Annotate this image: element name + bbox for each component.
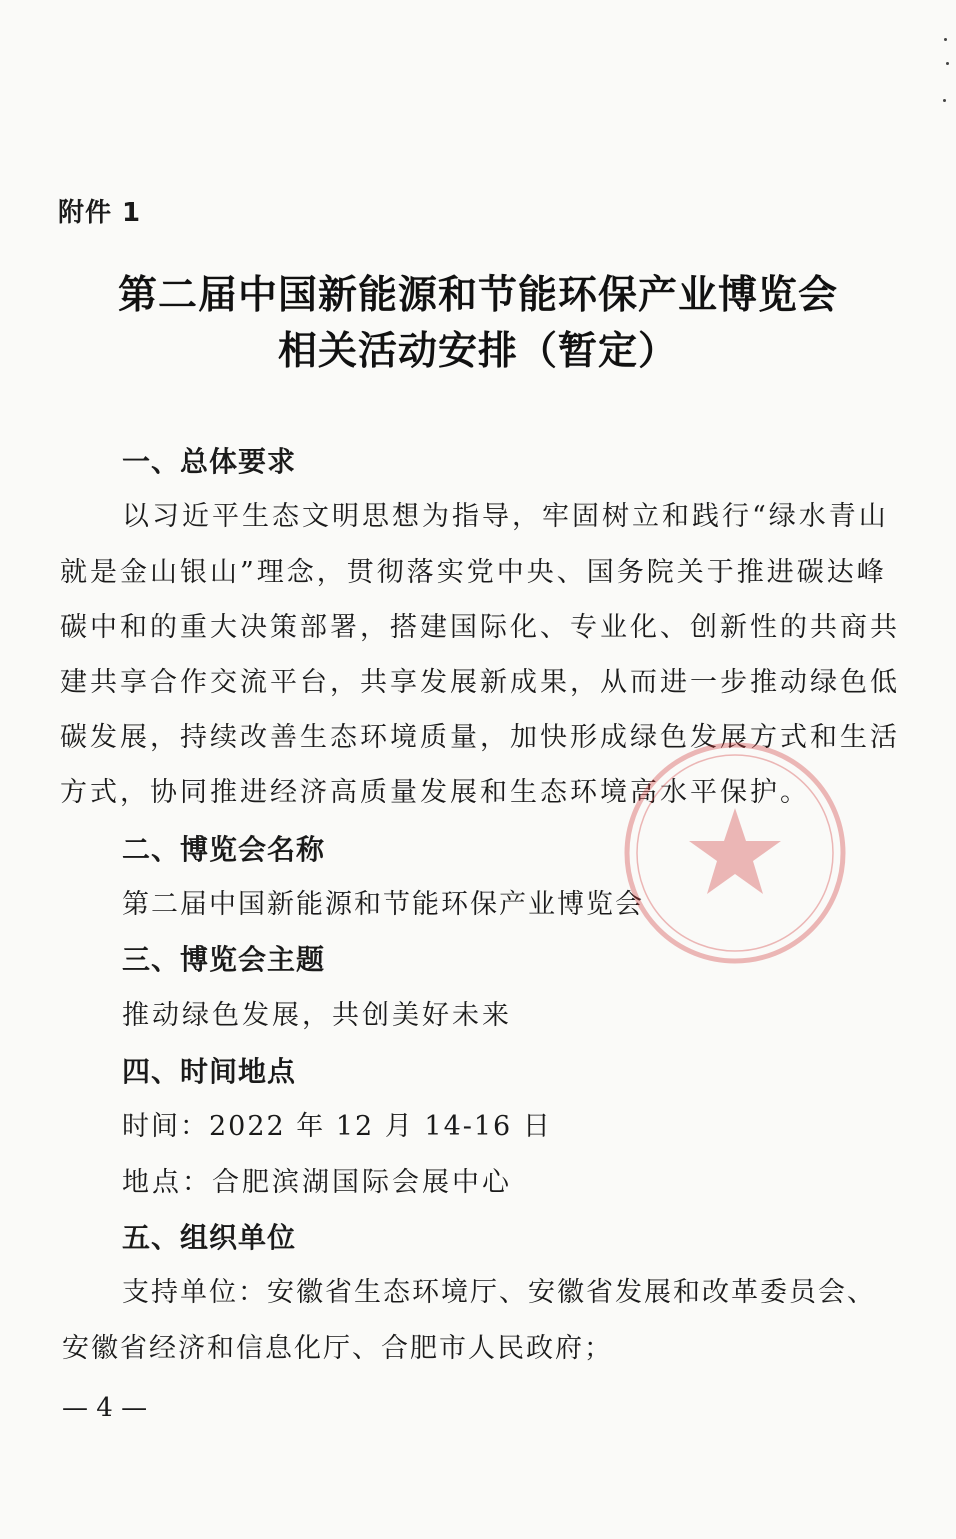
section-5-line-2: 安徽省经济和信息化厅、合肥市人民政府； [62, 1333, 613, 1364]
attachment-label: 附件 1 [58, 198, 142, 228]
section-1-line-6: 方式，协同推进经济高质量发展和生态环境高水平保护。 [60, 777, 810, 808]
section-1-heading: 一、总体要求 [122, 445, 297, 478]
page-number: — 4 — [62, 1393, 148, 1423]
section-5-line-1: 支持单位：安徽省生态环境厅、安徽省发展和改革委员会、 [122, 1277, 876, 1308]
section-4-time: 时间：2022 年 12 月 14-16 日 [122, 1111, 552, 1142]
document-title-line-2: 相关活动安排（暂定） [277, 329, 678, 374]
section-2-heading: 二、博览会名称 [122, 833, 326, 866]
section-3-text: 推动绿色发展，共创美好未来 [122, 1000, 512, 1031]
section-1-line-4: 建共享合作交流平台，共享发展新成果，从而进一步推动绿色低 [60, 667, 900, 698]
section-1-line-5: 碳发展，持续改善生态环境质量，加快形成绿色发展方式和生活 [60, 722, 900, 753]
document-title-line-1: 第二届中国新能源和节能环保产业博览会 [117, 273, 838, 318]
section-5-heading: 五、组织单位 [122, 1221, 297, 1254]
section-3-heading: 三、博览会主题 [122, 943, 326, 976]
section-4-place: 地点：合肥滨湖国际会展中心 [122, 1167, 512, 1198]
official-seal-icon [620, 738, 850, 968]
section-1-line-3: 碳中和的重大决策部署，搭建国际化、专业化、创新性的共商共 [60, 612, 900, 643]
section-4-heading: 四、时间地点 [122, 1055, 297, 1088]
section-1-line-2: 就是金山银山”理念，贯彻落实党中央、国务院关于推进碳达峰 [60, 557, 887, 588]
section-2-text: 第二届中国新能源和节能环保产业博览会 [122, 889, 644, 920]
section-1-line-1: 以习近平生态文明思想为指导，牢固树立和践行“绿水青山 [122, 501, 889, 532]
